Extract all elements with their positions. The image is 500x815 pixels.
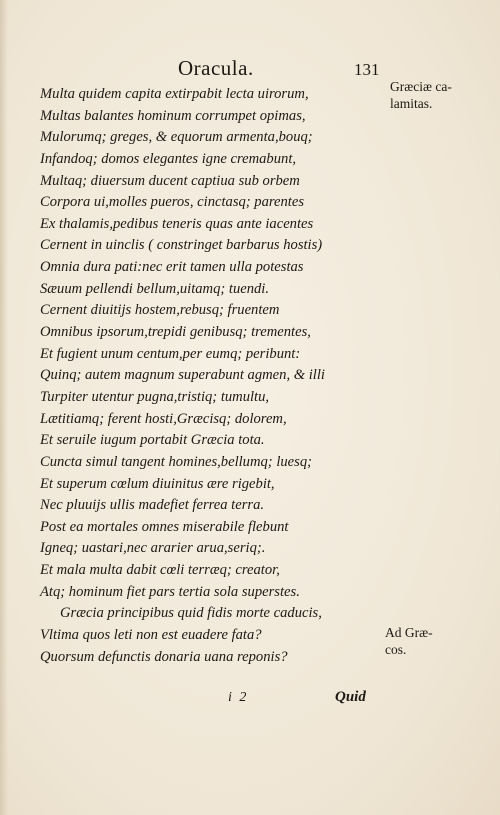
verse-line: Quinq; autem magnum superabunt agmen, & illi — [40, 367, 325, 384]
verse-line: Multa quidem capita extirpabit lecta uirorum, — [40, 86, 309, 102]
margin-note-graeciae-calamitas — [390, 78, 452, 112]
margin-note-line: Ad Græ- — [385, 625, 433, 640]
verse-line: Atq; hominum fiet pars tertia sola superstes. — [40, 583, 300, 600]
catchword: Quid — [335, 689, 366, 705]
verse-line: Ex thalamis,pedibus teneris quas ante iacentes — [40, 215, 314, 232]
verse-line: Cernent in uinclis ( constringet barbarus hostis) — [40, 237, 323, 254]
verse-line: Cuncta simul tangent homines,bellumq; luesq; — [40, 453, 312, 470]
verse-line: Cernent diuitijs hostem,rebusq; fruentem — [40, 302, 280, 319]
verse-line: Et mala multa dabit cœli terræq; creator, — [40, 562, 280, 579]
margin-note-line: Græciæ ca- — [390, 79, 452, 94]
verse-line: Omnibus ipsorum,trepidi genibusq; trementes, — [40, 324, 311, 341]
verse-line: Et seruile iugum portabit Græcia tota. — [40, 432, 265, 449]
verse-line: Omnia dura pati:nec erit tamen ulla potestas — [40, 259, 304, 276]
verse-text-block — [40, 84, 390, 668]
verse-line: Multas balantes hominum corrumpet opimas, — [40, 107, 306, 124]
verse-line: Igneq; uastari,nec ararier arua,seriq;. — [40, 540, 266, 557]
verse-line: Quorsum defunctis donaria uana reponis? — [40, 648, 288, 665]
verse-line: Vltima quos leti non est euadere fata? — [40, 627, 262, 644]
verse-line: Multaq; diuersum ducent captiua sub orbem — [40, 172, 300, 189]
margin-note-ad-graecos — [385, 624, 433, 658]
margin-note-line: lamitas. — [390, 96, 433, 111]
page-edge-shadow — [0, 0, 8, 815]
verse-line: Lætitiamq; ferent hosti,Græcisq; dolorem, — [40, 410, 287, 427]
verse-line: Græcia principibus quid fidis morte caducis, — [60, 605, 322, 622]
signature-mark: i 2 — [228, 690, 249, 705]
verse-line: Corpora ui,molles pueros, cinctasq; parentes — [40, 194, 305, 211]
verse-line: Post ea mortales omnes miserabile flebunt — [40, 518, 289, 535]
verse-line: Turpiter utentur pugna,tristiq; tumultu, — [40, 388, 270, 405]
verse-line: Et superum cœlum diuinitus ære rigebit, — [40, 475, 275, 492]
verse-line: Mulorumq; greges, & equorum armenta,bouq; — [40, 129, 313, 146]
verse-line: Nec pluuijs ullis madefiet ferrea terra. — [40, 497, 265, 514]
verse-line: Et fugient unum centum,per eumq; peribunt: — [40, 345, 301, 362]
verse-line: Sæuum pellendi bellum,uitamq; tuendi. — [40, 280, 270, 297]
margin-note-line: cos. — [385, 642, 407, 657]
running-title: Oracula. — [178, 56, 254, 80]
page-number: 131 — [354, 60, 380, 79]
verse-line: Infandoq; domos elegantes igne cremabunt, — [40, 150, 297, 167]
